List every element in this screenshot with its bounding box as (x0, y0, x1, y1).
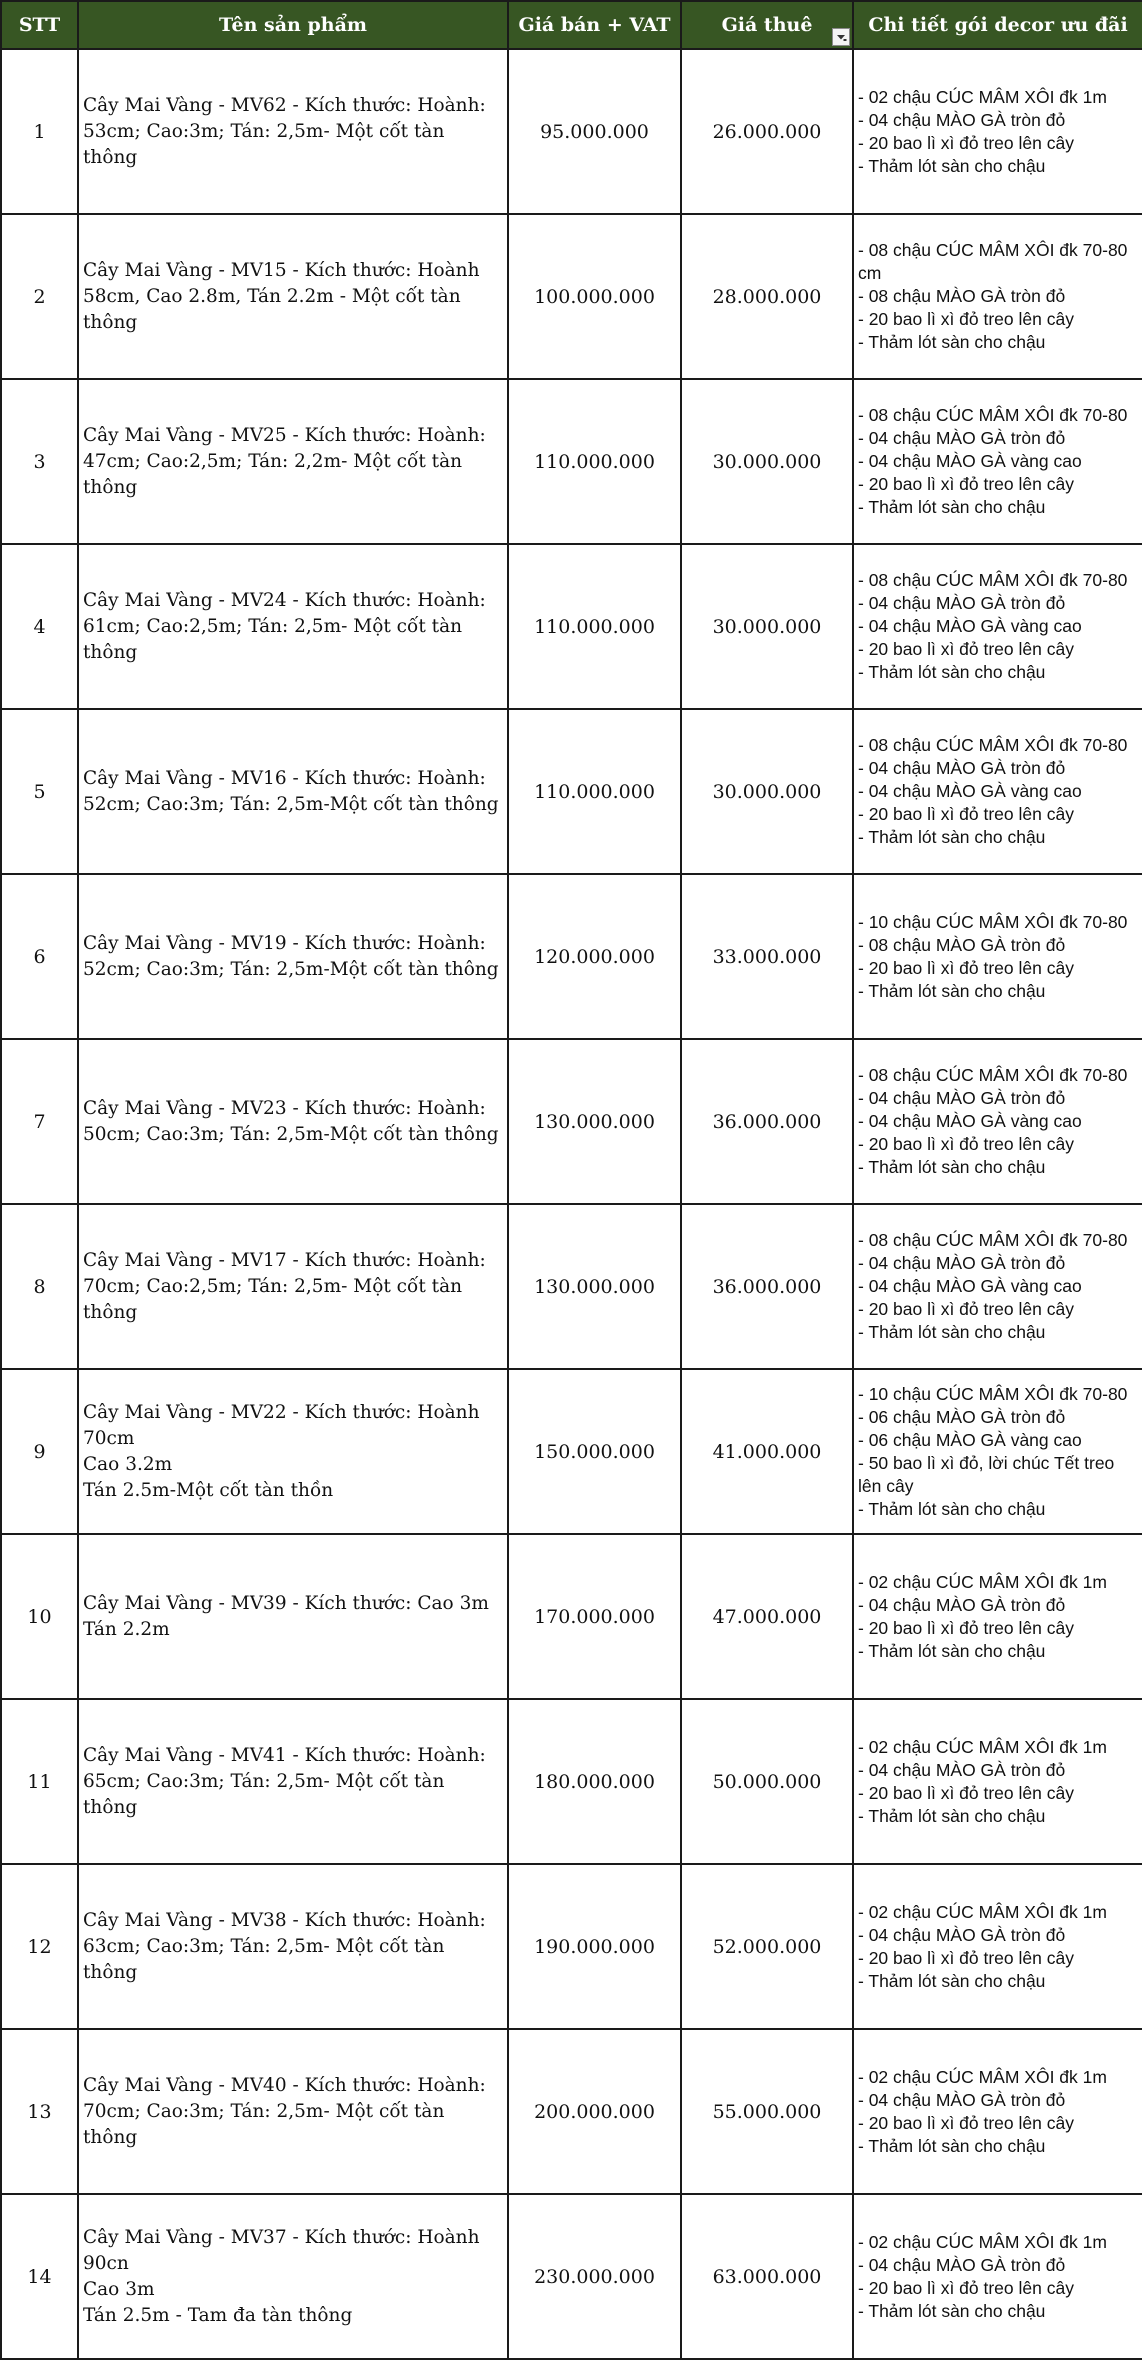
decor-item: - 20 bao lì xì đỏ treo lên cây (858, 132, 1074, 153)
cell-decor-details[interactable] (853, 1534, 1142, 1699)
cell-sale-price[interactable]: 130.000.000 (508, 1039, 681, 1204)
decor-item: - 08 chậu CÚC MÂM XÔI đk 70-80 cm (858, 240, 1128, 283)
cell-rent-price[interactable]: 30.000.000 (681, 379, 853, 544)
cell-stt[interactable]: 11 (1, 1699, 78, 1864)
cell-rent-price[interactable]: 63.000.000 (681, 2194, 853, 2359)
decor-item: - 06 chậu MÀO GÀ tròn đỏ (858, 1406, 1066, 1427)
table-row (1, 1369, 1142, 1534)
decor-item: - Thảm lót sàn cho chậu (858, 1640, 1046, 1661)
cell-product-name[interactable]: Cây Mai Vàng - MV41 - Kích thước: Hoành: 65cm; Cao:3m; Tán: 2,5m- Một cốt tàn thông (78, 1699, 508, 1864)
cell-decor-details[interactable] (853, 49, 1142, 214)
header-sale-price[interactable]: Giá bán + VAT (508, 1, 681, 49)
cell-rent-price[interactable]: 36.000.000 (681, 1039, 853, 1204)
cell-rent-price[interactable]: 47.000.000 (681, 1534, 853, 1699)
cell-decor-details[interactable] (853, 379, 1142, 544)
decor-item: - 04 chậu MÀO GÀ tròn đỏ (858, 758, 1066, 778)
cell-stt[interactable]: 3 (1, 379, 78, 544)
cell-rent-price[interactable]: 26.000.000 (681, 49, 853, 214)
decor-item: - Thảm lót sàn cho chậu (858, 2135, 1046, 2156)
decor-item: - 02 chậu CÚC MÂM XÔI đk 1m (858, 1571, 1107, 1592)
cell-product-name[interactable]: Cây Mai Vàng - MV25 - Kích thước: Hoành: 47cm; Cao:2,5m; Tán: 2,2m- Một cốt tàn thông (78, 379, 508, 544)
decor-item: - 08 chậu CÚC MÂM XÔI đk 70-80 (858, 735, 1128, 755)
decor-item: - 20 bao lì xì đỏ treo lên cây (858, 474, 1074, 494)
decor-item: - 20 bao lì xì đỏ treo lên cây (858, 639, 1074, 659)
table-row (1, 49, 1142, 214)
cell-sale-price[interactable]: 130.000.000 (508, 1204, 681, 1369)
cell-stt[interactable]: 1 (1, 49, 78, 214)
decor-item: - 04 chậu MÀO GÀ tròn đỏ (858, 2254, 1066, 2275)
cell-stt[interactable]: 4 (1, 544, 78, 709)
cell-product-name[interactable]: Cây Mai Vàng - MV39 - Kích thước: Cao 3m Tán 2.2m (78, 1534, 508, 1699)
cell-rent-price[interactable]: 55.000.000 (681, 2029, 853, 2194)
cell-rent-price[interactable]: 33.000.000 (681, 874, 853, 1039)
decor-item: - 02 chậu CÚC MÂM XÔI đk 1m (858, 86, 1107, 107)
cell-stt[interactable]: 12 (1, 1864, 78, 2029)
header-stt[interactable]: STT (1, 1, 78, 49)
header-decor-details[interactable]: Chi tiết gói decor ưu đãi (853, 1, 1142, 49)
decor-item: - 04 chậu MÀO GÀ vàng cao (858, 1276, 1082, 1296)
filter-dropdown-icon (833, 29, 849, 45)
decor-item: - 20 bao lì xì đỏ treo lên cây (858, 1947, 1074, 1968)
decor-item: - Thảm lót sàn cho chậu (858, 332, 1046, 352)
decor-item: - Thảm lót sàn cho chậu (858, 1157, 1046, 1177)
decor-item: - 20 bao lì xì đỏ treo lên cây (858, 1299, 1074, 1319)
cell-stt[interactable]: 7 (1, 1039, 78, 1204)
decor-item: - 04 chậu MÀO GÀ tròn đỏ (858, 1253, 1066, 1273)
cell-sale-price[interactable]: 100.000.000 (508, 214, 681, 379)
cell-decor-details[interactable] (853, 2029, 1142, 2194)
cell-sale-price[interactable]: 110.000.000 (508, 709, 681, 874)
cell-decor-details[interactable] (853, 874, 1142, 1039)
decor-item: - 04 chậu MÀO GÀ vàng cao (858, 451, 1082, 471)
decor-item: - 06 chậu MÀO GÀ vàng cao (858, 1429, 1082, 1450)
table-row (1, 214, 1142, 379)
cell-rent-price[interactable]: 36.000.000 (681, 1204, 853, 1369)
cell-product-name[interactable]: Cây Mai Vàng - MV24 - Kích thước: Hoành: 61cm; Cao:2,5m; Tán: 2,5m- Một cốt tàn thông (78, 544, 508, 709)
cell-decor-details[interactable] (853, 1204, 1142, 1369)
decor-item: - 04 chậu MÀO GÀ tròn đỏ (858, 1759, 1066, 1780)
cell-rent-price[interactable]: 52.000.000 (681, 1864, 853, 2029)
table-header (1, 1, 1142, 49)
cell-stt[interactable]: 9 (1, 1369, 78, 1534)
decor-item: - Thảm lót sàn cho chậu (858, 2300, 1046, 2321)
decor-item: - 20 bao lì xì đỏ treo lên cây (858, 1617, 1074, 1638)
cell-decor-details[interactable] (853, 214, 1142, 379)
cell-product-name[interactable]: Cây Mai Vàng - MV17 - Kích thước: Hoành: 70cm; Cao:2,5m; Tán: 2,5m- Một cốt tàn thông (78, 1204, 508, 1369)
table-body (1, 49, 1142, 2359)
cell-product-name[interactable]: Cây Mai Vàng - MV15 - Kích thước: Hoành 58cm, Cao 2.8m, Tán 2.2m - Một cốt tàn thông (78, 214, 508, 379)
table-row (1, 2029, 1142, 2194)
cell-rent-price[interactable]: 41.000.000 (681, 1369, 853, 1534)
decor-item: - 08 chậu CÚC MÂM XÔI đk 70-80 (858, 1230, 1128, 1250)
table-row (1, 709, 1142, 874)
decor-item: - 04 chậu MÀO GÀ tròn đỏ (858, 2089, 1066, 2110)
cell-decor-details[interactable] (853, 1699, 1142, 1864)
decor-item: - 04 chậu MÀO GÀ tròn đỏ (858, 428, 1066, 448)
decor-item: - 20 bao lì xì đỏ treo lên cây (858, 2112, 1074, 2133)
decor-item: - Thảm lót sàn cho chậu (858, 1322, 1046, 1342)
cell-rent-price[interactable]: 28.000.000 (681, 214, 853, 379)
cell-stt[interactable]: 5 (1, 709, 78, 874)
cell-sale-price[interactable]: 120.000.000 (508, 874, 681, 1039)
table-row (1, 874, 1142, 1039)
cell-product-name[interactable]: Cây Mai Vàng - MV40 - Kích thước: Hoành: 70cm; Cao:3m; Tán: 2,5m- Một cốt tàn thông (78, 2029, 508, 2194)
decor-item: - 08 chậu MÀO GÀ tròn đỏ (858, 286, 1066, 306)
header-row (1, 1, 1142, 49)
header-rent-price[interactable] (681, 1, 853, 49)
decor-item: - Thảm lót sàn cho chậu (858, 1498, 1046, 1519)
cell-sale-price[interactable]: 150.000.000 (508, 1369, 681, 1534)
cell-sale-price[interactable]: 110.000.000 (508, 379, 681, 544)
cell-sale-price[interactable]: 170.000.000 (508, 1534, 681, 1699)
cell-decor-details[interactable] (853, 544, 1142, 709)
decor-item: - 20 bao lì xì đỏ treo lên cây (858, 1782, 1074, 1803)
decor-item: - 08 chậu CÚC MÂM XÔI đk 70-80 (858, 1065, 1128, 1085)
filter-dropdown-button[interactable] (832, 28, 850, 46)
table-row (1, 2194, 1142, 2359)
decor-item: - 04 chậu MÀO GÀ tròn đỏ (858, 1924, 1066, 1945)
decor-item: - 02 chậu CÚC MÂM XÔI đk 1m (858, 2231, 1107, 2252)
decor-item: - 04 chậu MÀO GÀ tròn đỏ (858, 109, 1066, 130)
decor-item: - 20 bao lì xì đỏ treo lên cây (858, 1134, 1074, 1154)
cell-product-name[interactable]: Cây Mai Vàng - MV22 - Kích thước: Hoành 70cm Cao 3.2m Tán 2.5m-Một cốt tàn thồn (78, 1369, 508, 1534)
decor-item: - 20 bao lì xì đỏ treo lên cây (858, 309, 1074, 329)
cell-product-name[interactable]: Cây Mai Vàng - MV19 - Kích thước: Hoành: 52cm; Cao:3m; Tán: 2,5m-Một cốt tàn thông (78, 874, 508, 1039)
decor-item: - Thảm lót sàn cho chậu (858, 662, 1046, 682)
table-row (1, 1699, 1142, 1864)
decor-item: - 04 chậu MÀO GÀ tròn đỏ (858, 1594, 1066, 1615)
cell-product-name[interactable]: Cây Mai Vàng - MV38 - Kích thước: Hoành: 63cm; Cao:3m; Tán: 2,5m- Một cốt tàn thông (78, 1864, 508, 2029)
decor-item: - Thảm lót sàn cho chậu (858, 980, 1046, 1001)
table-row (1, 1864, 1142, 2029)
cell-stt[interactable]: 14 (1, 2194, 78, 2359)
cell-decor-details[interactable] (853, 1369, 1142, 1534)
decor-item: - 04 chậu MÀO GÀ vàng cao (858, 616, 1082, 636)
decor-item: - Thảm lót sàn cho chậu (858, 827, 1046, 847)
decor-item: - 08 chậu CÚC MÂM XÔI đk 70-80 (858, 570, 1128, 590)
decor-item: - Thảm lót sàn cho chậu (858, 497, 1046, 517)
cell-sale-price[interactable]: 95.000.000 (508, 49, 681, 214)
cell-rent-price[interactable]: 30.000.000 (681, 544, 853, 709)
table-row (1, 1534, 1142, 1699)
decor-item: - 04 chậu MÀO GÀ tròn đỏ (858, 593, 1066, 613)
cell-sale-price[interactable]: 190.000.000 (508, 1864, 681, 2029)
header-rent-price-label: Giá thuê (721, 14, 813, 36)
cell-rent-price[interactable]: 30.000.000 (681, 709, 853, 874)
decor-item: - 04 chậu MÀO GÀ vàng cao (858, 781, 1082, 801)
decor-item: - 04 chậu MÀO GÀ tròn đỏ (858, 1088, 1066, 1108)
cell-product-name[interactable]: Cây Mai Vàng - MV16 - Kích thước: Hoành: 52cm; Cao:3m; Tán: 2,5m-Một cốt tàn thông (78, 709, 508, 874)
decor-item: - Thảm lót sàn cho chậu (858, 1970, 1046, 1991)
decor-item: - 08 chậu MÀO GÀ tròn đỏ (858, 934, 1066, 955)
cell-stt[interactable]: 6 (1, 874, 78, 1039)
decor-item: - 20 bao lì xì đỏ treo lên cây (858, 957, 1074, 978)
decor-item: - 20 bao lì xì đỏ treo lên cây (858, 804, 1074, 824)
header-product-name[interactable]: Tên sản phẩm (78, 1, 508, 49)
cell-product-name[interactable]: Cây Mai Vàng - MV62 - Kích thước: Hoành: 53cm; Cao:3m; Tán: 2,5m- Một cốt tàn thông (78, 49, 508, 214)
cell-stt[interactable]: 10 (1, 1534, 78, 1699)
table-row (1, 544, 1142, 709)
cell-sale-price[interactable]: 180.000.000 (508, 1699, 681, 1864)
table-row (1, 1039, 1142, 1204)
cell-stt[interactable]: 13 (1, 2029, 78, 2194)
decor-item: - Thảm lót sàn cho chậu (858, 1805, 1046, 1826)
decor-item: - 08 chậu CÚC MÂM XÔI đk 70-80 (858, 405, 1128, 425)
decor-item: - Thảm lót sàn cho chậu (858, 155, 1046, 176)
cell-decor-details[interactable] (853, 1039, 1142, 1204)
decor-item: - 04 chậu MÀO GÀ vàng cao (858, 1111, 1082, 1131)
cell-sale-price[interactable]: 230.000.000 (508, 2194, 681, 2359)
cell-product-name[interactable]: Cây Mai Vàng - MV23 - Kích thước: Hoành: 50cm; Cao:3m; Tán: 2,5m-Một cốt tàn thông (78, 1039, 508, 1204)
table-row (1, 1204, 1142, 1369)
decor-item: - 02 chậu CÚC MÂM XÔI đk 1m (858, 1901, 1107, 1922)
cell-sale-price[interactable]: 200.000.000 (508, 2029, 681, 2194)
decor-item: - 50 bao lì xì đỏ, lời chúc Tết treo lên cây (858, 1452, 1115, 1496)
cell-stt[interactable]: 2 (1, 214, 78, 379)
cell-rent-price[interactable]: 50.000.000 (681, 1699, 853, 1864)
decor-item: - 02 chậu CÚC MÂM XÔI đk 1m (858, 1736, 1107, 1757)
cell-stt[interactable]: 8 (1, 1204, 78, 1369)
cell-decor-details[interactable] (853, 1864, 1142, 2029)
decor-item: - 02 chậu CÚC MÂM XÔI đk 1m (858, 2066, 1107, 2087)
decor-item: - 20 bao lì xì đỏ treo lên cây (858, 2277, 1074, 2298)
cell-sale-price[interactable]: 110.000.000 (508, 544, 681, 709)
cell-decor-details[interactable] (853, 709, 1142, 874)
table-row (1, 379, 1142, 544)
decor-item: - 10 chậu CÚC MÂM XÔI đk 70-80 (858, 1383, 1128, 1404)
cell-decor-details[interactable] (853, 2194, 1142, 2359)
decor-item: - 10 chậu CÚC MÂM XÔI đk 70-80 (858, 911, 1128, 932)
cell-product-name[interactable]: Cây Mai Vàng - MV37 - Kích thước: Hoành 90cn Cao 3m Tán 2.5m - Tam đa tàn thông (78, 2194, 508, 2359)
